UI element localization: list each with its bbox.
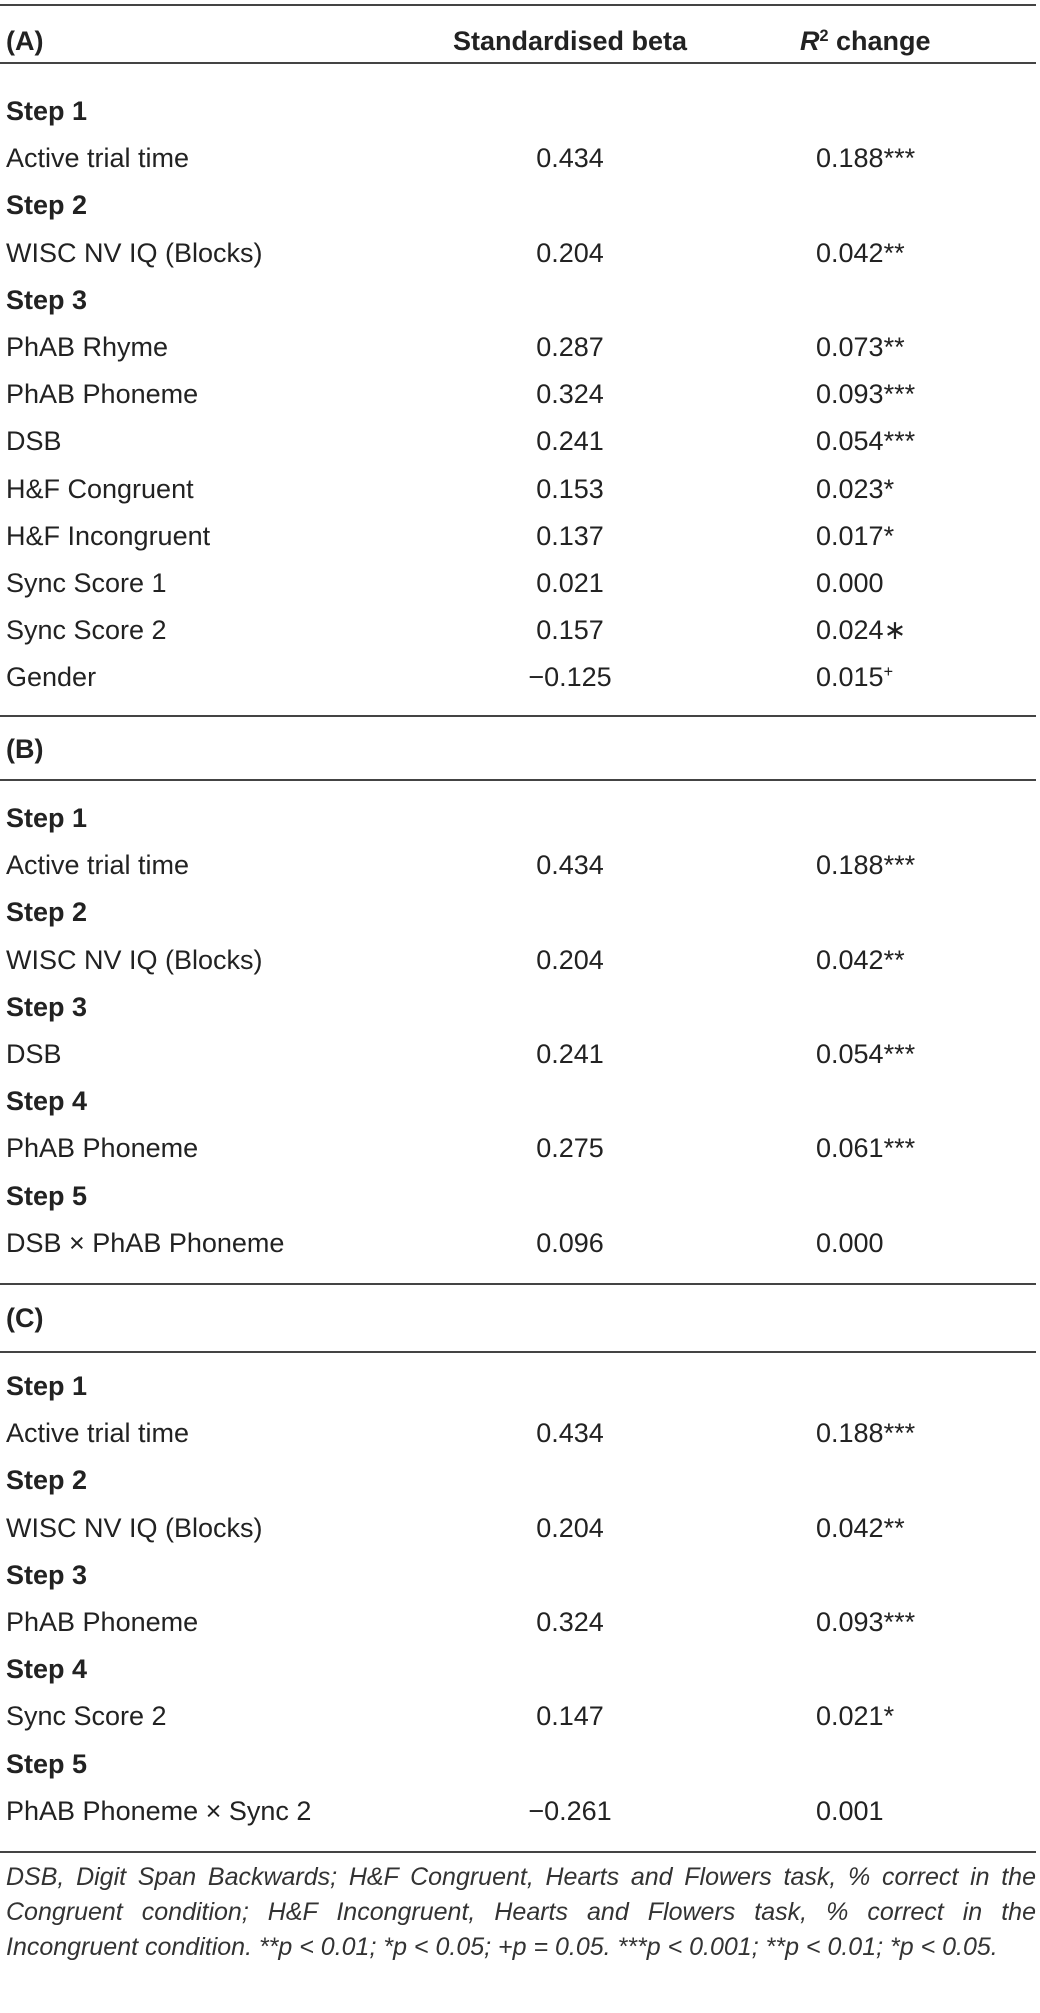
predictor-label: Active trial time bbox=[6, 850, 190, 881]
step-label: Step 2 bbox=[6, 897, 88, 928]
table-row bbox=[0, 654, 1040, 701]
predictor-label: DSB bbox=[6, 426, 62, 457]
step-label: Step 5 bbox=[6, 1180, 88, 1211]
r2-change-value bbox=[816, 1220, 884, 1267]
section-b-header-rule bbox=[0, 779, 1036, 781]
beta-value: 0.021 bbox=[536, 568, 604, 598]
predictor-label: Sync Score 1 bbox=[6, 568, 167, 598]
r2-change-number: 0.188*** bbox=[816, 850, 916, 881]
r2-change-number: 0.017* bbox=[816, 520, 895, 551]
step-row bbox=[0, 277, 1040, 324]
table-row bbox=[0, 230, 1040, 277]
table-row bbox=[0, 1031, 1040, 1078]
predictor-label: DSB bbox=[6, 1039, 62, 1069]
step-label: Step 4 bbox=[6, 1086, 88, 1117]
table-row bbox=[0, 607, 1040, 654]
r2-change-number: 0.054*** bbox=[816, 1039, 916, 1069]
table-row bbox=[0, 418, 1040, 465]
r2-change-value bbox=[816, 324, 905, 371]
step-row bbox=[0, 1078, 1040, 1125]
table-row bbox=[0, 1125, 1040, 1172]
predictor-label: DSB × PhAB Phoneme bbox=[6, 1227, 285, 1258]
beta-value: −0.125 bbox=[528, 662, 612, 693]
beta-value: 0.434 bbox=[536, 1418, 604, 1449]
step-label: Step 2 bbox=[6, 190, 88, 221]
r2-change-number: 0.042** bbox=[816, 944, 905, 975]
table-row bbox=[0, 135, 1040, 182]
step-label: Step 1 bbox=[6, 96, 88, 126]
beta-value: 0.287 bbox=[536, 332, 604, 362]
predictor-label: H&F Congruent bbox=[6, 473, 194, 504]
r2-change-value bbox=[816, 1410, 915, 1457]
step-row bbox=[0, 1646, 1040, 1693]
table-row bbox=[0, 1693, 1040, 1740]
r2-change-value bbox=[816, 1125, 915, 1172]
predictor-label: H&F Incongruent bbox=[6, 520, 211, 551]
step-label: Step 1 bbox=[6, 1371, 88, 1401]
section-b-top-rule bbox=[0, 715, 1036, 717]
beta-value: 0.204 bbox=[536, 944, 604, 975]
table-row bbox=[0, 1220, 1040, 1267]
table-row bbox=[0, 1599, 1040, 1646]
beta-value: −0.261 bbox=[528, 1795, 612, 1826]
top-rule bbox=[0, 4, 1036, 6]
header-rule bbox=[0, 62, 1036, 64]
step-row bbox=[0, 795, 1040, 842]
predictor-label: Active trial time bbox=[6, 143, 190, 174]
predictor-label: Active trial time bbox=[6, 1418, 190, 1449]
r2-change-value bbox=[816, 607, 906, 654]
section-c-label: (C) bbox=[6, 1303, 44, 1333]
r2-change-number: 0.093*** bbox=[816, 1607, 916, 1637]
step-label: Step 3 bbox=[6, 284, 88, 315]
beta-value: 0.204 bbox=[536, 237, 604, 268]
r2-change-number: 0.188*** bbox=[816, 1418, 916, 1449]
section-c-header bbox=[0, 1295, 1040, 1342]
step-row bbox=[0, 1173, 1040, 1220]
predictor-label: WISC NV IQ (Blocks) bbox=[6, 944, 263, 975]
header-r2-change bbox=[800, 18, 931, 65]
r2-change-number: 0.188*** bbox=[816, 143, 916, 174]
step-row bbox=[0, 984, 1040, 1031]
predictor-label: PhAB Phoneme × Sync 2 bbox=[6, 1795, 312, 1826]
header-standardised-beta: Standardised beta bbox=[452, 26, 688, 56]
beta-value: 0.096 bbox=[536, 1227, 604, 1258]
r2-change-number: 0.015 bbox=[816, 662, 884, 693]
section-c-header-rule bbox=[0, 1351, 1036, 1353]
beta-value: 0.137 bbox=[536, 520, 604, 551]
bottom-rule bbox=[0, 1851, 1036, 1853]
beta-value: 0.324 bbox=[536, 1607, 604, 1637]
table-row bbox=[0, 560, 1040, 607]
r2-change-number: 0.093*** bbox=[816, 379, 916, 410]
r2-change-value bbox=[816, 135, 915, 182]
step-row bbox=[0, 1552, 1040, 1599]
beta-value: 0.434 bbox=[536, 850, 604, 881]
r2-change-value bbox=[816, 513, 894, 560]
r2-change-value bbox=[816, 654, 893, 701]
predictor-label: PhAB Rhyme bbox=[6, 332, 169, 362]
beta-value: 0.275 bbox=[536, 1133, 604, 1164]
step-row bbox=[0, 1457, 1040, 1504]
r2-change-value bbox=[816, 466, 894, 513]
r2-change-number: 0.001 bbox=[816, 1795, 884, 1826]
r2-change-value bbox=[816, 842, 915, 889]
step-label: Step 4 bbox=[6, 1654, 88, 1685]
predictor-label: PhAB Phoneme bbox=[6, 379, 199, 410]
r2-change-value bbox=[816, 937, 905, 984]
step-label: Step 1 bbox=[6, 803, 88, 833]
r2-change-superscript: + bbox=[883, 663, 894, 682]
beta-value: 0.241 bbox=[536, 426, 604, 457]
table-row bbox=[0, 1410, 1040, 1457]
r2-change-value bbox=[816, 1693, 894, 1740]
r2-change-number: 0.061*** bbox=[816, 1133, 916, 1164]
r2-change-number: 0.054*** bbox=[816, 426, 916, 457]
beta-value: 0.157 bbox=[536, 615, 604, 646]
table-row bbox=[0, 466, 1040, 513]
predictor-label: WISC NV IQ (Blocks) bbox=[6, 1512, 263, 1543]
predictor-label: PhAB Phoneme bbox=[6, 1607, 199, 1637]
table-row bbox=[0, 513, 1040, 560]
r2-change-number: 0.000 bbox=[816, 568, 884, 598]
r2-change-number: 0.042** bbox=[816, 237, 905, 268]
beta-value: 0.434 bbox=[536, 143, 604, 174]
r2-change-number: 0.023* bbox=[816, 473, 895, 504]
table-footnote: DSB, Digit Span Backwards; H&F Congruent, Hearts and Flowers task, % correct in the Congruent condition; H&F Incongruent, Hearts and Flowers task, % correct in the Incongruent condition. **p < 0.01; *p < 0.05; +p = 0.05. ***p < 0.001; **p < 0.01; *p < 0.05. bbox=[6, 1863, 1036, 1961]
r2-change-number: 0.024∗ bbox=[816, 615, 907, 646]
r2-change-number: 0.021* bbox=[816, 1701, 895, 1732]
header-section-a-label: (A) bbox=[6, 26, 44, 56]
predictor-label: Sync Score 2 bbox=[6, 615, 167, 646]
beta-value: 0.147 bbox=[536, 1701, 604, 1732]
table-row bbox=[0, 1505, 1040, 1552]
r2-change-number: 0.000 bbox=[816, 1227, 884, 1258]
table-header-row bbox=[0, 18, 1040, 65]
step-row bbox=[0, 1363, 1040, 1410]
r2-change-number: 0.073** bbox=[816, 332, 905, 362]
r2-change-value bbox=[816, 1505, 905, 1552]
beta-value: 0.153 bbox=[536, 473, 604, 504]
section-b-header bbox=[0, 726, 1040, 773]
step-row bbox=[0, 182, 1040, 229]
header-r2-superscript: 2 bbox=[819, 27, 829, 46]
section-b-label: (B) bbox=[6, 734, 44, 764]
r2-change-value bbox=[816, 560, 884, 607]
predictor-label: Sync Score 2 bbox=[6, 1701, 167, 1732]
table-row bbox=[0, 1788, 1040, 1835]
header-r2-change-text: change bbox=[828, 26, 931, 56]
beta-value: 0.204 bbox=[536, 1512, 604, 1543]
table-row bbox=[0, 937, 1040, 984]
step-row bbox=[0, 889, 1040, 936]
table-row bbox=[0, 842, 1040, 889]
step-row bbox=[0, 88, 1040, 135]
table-row bbox=[0, 371, 1040, 418]
r2-change-value bbox=[816, 418, 915, 465]
beta-value: 0.324 bbox=[536, 379, 604, 410]
table-row bbox=[0, 324, 1040, 371]
r2-change-value bbox=[816, 1031, 915, 1078]
r2-change-number: 0.042** bbox=[816, 1512, 905, 1543]
r2-change-value bbox=[816, 1599, 915, 1646]
r2-change-value bbox=[816, 230, 905, 277]
beta-value: 0.241 bbox=[536, 1039, 604, 1069]
predictor-label: WISC NV IQ (Blocks) bbox=[6, 237, 263, 268]
section-c-top-rule bbox=[0, 1283, 1036, 1285]
step-label: Step 3 bbox=[6, 1559, 88, 1590]
step-row bbox=[0, 1741, 1040, 1788]
step-label: Step 3 bbox=[6, 991, 88, 1022]
r2-change-value bbox=[816, 371, 915, 418]
step-label: Step 2 bbox=[6, 1465, 88, 1496]
predictor-label: PhAB Phoneme bbox=[6, 1133, 199, 1164]
step-label: Step 5 bbox=[6, 1748, 88, 1779]
predictor-label: Gender bbox=[6, 662, 97, 693]
r2-change-value bbox=[816, 1788, 884, 1835]
header-r2-letter: R bbox=[800, 26, 820, 56]
